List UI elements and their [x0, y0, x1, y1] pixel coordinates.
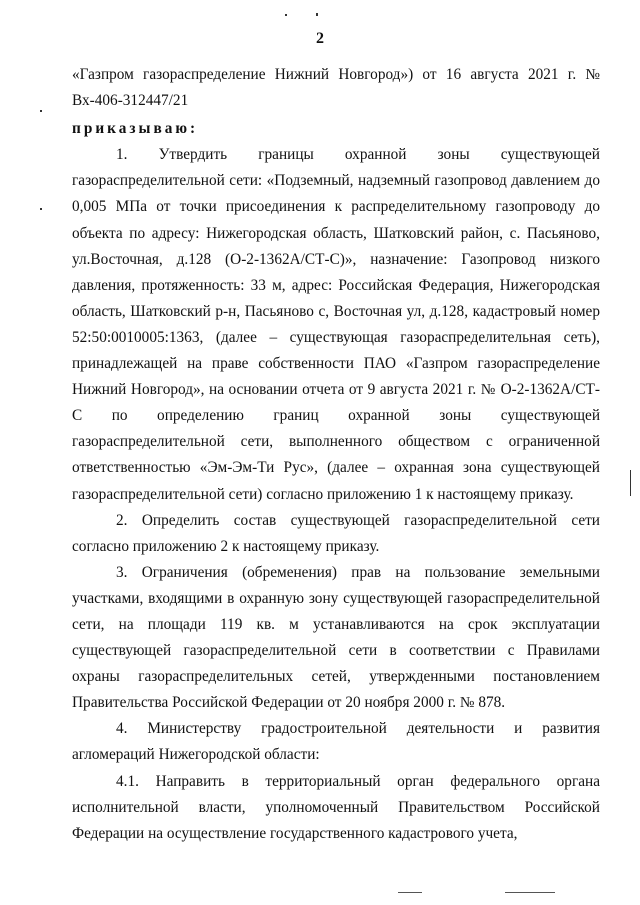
scan-dot: [40, 110, 42, 112]
page-number: 2: [316, 30, 324, 47]
paragraph-4: 4. Министерству градостроительной деятельности и развития агломераций Нижегородской области:: [72, 720, 600, 764]
footer-rule: [398, 892, 422, 893]
document-body: [72, 62, 600, 847]
order-heading: приказываю:: [72, 120, 199, 138]
scan-dot: [285, 14, 287, 16]
paragraph-2: 2. Определить состав существующей газораспределительной сети согласно приложению 2 к настоящему приказу.: [72, 511, 600, 555]
scan-dot: [40, 208, 42, 210]
paragraph-1: 1. Утвердить границы охранной зоны существующей газораспределительной сети: «Подземный, надземный газопровод давлением до 0,005 МПа от точки присоединения к распределительному газопроводу до объекта по адресу: Нижегородская область, Шатковский район, с. Пасьяново, ул.Восточная, д.128 (О-2-1362А/СТ-С)», назначение: Газопровод низкого давления, протяженность: 33 м, адрес: Российская Федерация, Нижегородская область, Шатковский р-н, Пасьяново с, Восточная ул, д.128, кадастровый номер 52:50:0010005:1363, (далее – существующая газораспределительная сеть), принадлежащей на праве собственности ПАО «Газпром газораспределение Нижний Новгород», на основании отчета от 9 августа 2021 г. № О-2-1362А/СТ-С по определению границ охранной зоны существующей газораспределительной сети, выполненного обществом с ограниченной ответственностью «Эм-Эм-Ти Рус», (далее – охранная зона существующей газораспределительной сети) согласно приложению 1 к настоящему приказу.: [72, 146, 600, 503]
paragraph-3: 3. Ограничения (обременения) прав на пользование земельными участками, входящими в охранную зону существующей газораспределительной сети, на площади 119 кв. м устанавливаются на срок эксплуатации существующей газораспределительной сети в соответствии с Правилами охраны газораспределительных сетей, утвержденными постановлением Правительства Российской Федерации от 20 ноября 2000 г. № 878.: [72, 563, 600, 712]
scan-dot: [316, 13, 318, 16]
paragraph-4-1: 4.1. Направить в территориальный орган федерального органа исполнительной власти, уполномоченный Правительством Российской Федерации на осуществление государственного кадастрового учета,: [72, 772, 600, 842]
scan-line: [630, 470, 631, 496]
intro-paragraph: «Газпром газораспределение Нижний Новгород») от 16 августа 2021 г. № Вх-406-312447/21: [72, 66, 600, 110]
footer-rule: [505, 892, 555, 893]
